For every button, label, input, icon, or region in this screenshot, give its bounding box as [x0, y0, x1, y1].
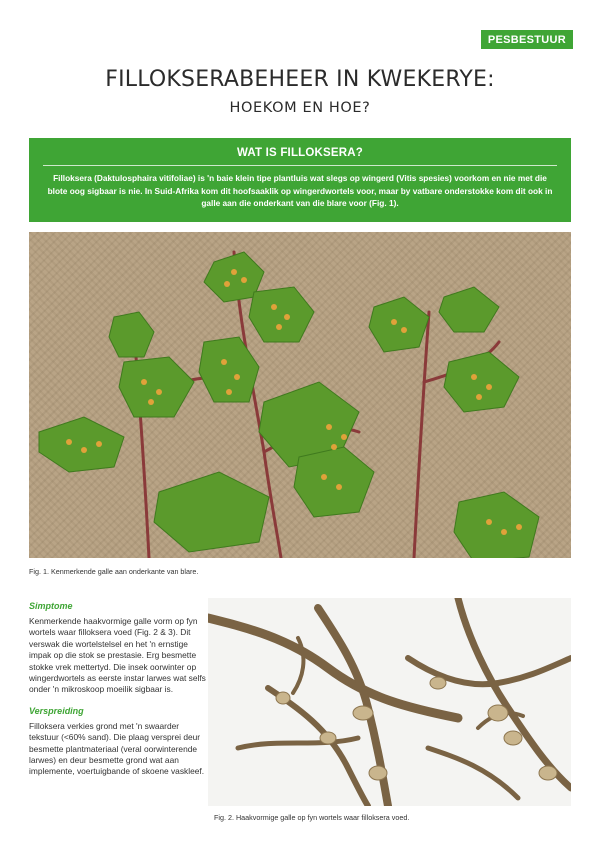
root-galls-illustration	[208, 598, 571, 806]
root-galls-photo	[208, 598, 571, 806]
title-block	[0, 66, 600, 116]
page-subtitle: HOEKOM EN HOE?	[229, 100, 371, 116]
leaf-galls-illustration	[29, 232, 571, 558]
section-heading: Verspreiding	[29, 705, 84, 716]
text-column	[29, 601, 207, 778]
section-simptome	[29, 601, 207, 696]
intro-box	[29, 138, 571, 222]
figure-1-caption: Fig. 1. Kenmerkende galle aan onderkante van blare.	[29, 567, 199, 576]
figure-2-caption: Fig. 2. Haakvormige galle op fyn wortels waar filloksera voed.	[214, 813, 410, 822]
section-badge: PESBESTUUR	[481, 30, 573, 49]
intro-text: Filloksera (Daktulosphaira vitifoliae) is 'n baie klein tipe plantluis wat slegs op wingerd (Vitis spesies) voorkom en nie met die blote oog sigbaar is nie. In Suid-Afrika kom dit hoofsaaklik op wingerdwortels voor, maar by vatbare onderstokke kom dit ook in galle aan die onderkant van die blare voor (Fig. 1).	[47, 173, 553, 208]
page-title: FILLOKSERABEHEER IN KWEKERYE:	[105, 67, 495, 92]
intro-heading: WAT IS FILLOKSERA?	[236, 147, 364, 159]
intro-divider	[43, 165, 557, 166]
section-body: Kenmerkende haakvormige galle vorm op fyn wortels waar filloksera voed (Fig. 2 & 3). Dit verswak die wortelstelsel en het 'n ernstige impak op die stok se prestasie. Erg besmette stokke vrek mettertyd. Die insek oorwinter op wingerdwortels as eerste instar larwes wat selfs onder 'n mikroskoop moeilik sigbaar is.	[29, 616, 206, 695]
leaf-galls-photo	[29, 232, 571, 558]
section-heading: Simptome	[29, 601, 73, 611]
section-body: Filloksera verkies grond met 'n swaarder tekstuur (<60% sand). Die plaag versprei deur besmette plantmateriaal (veral oorwinterende larwes) en deur besmette grond wat aan implemente, voertuigbande of skoene vaskleef.	[29, 720, 205, 777]
section-verspreiding	[29, 706, 207, 778]
